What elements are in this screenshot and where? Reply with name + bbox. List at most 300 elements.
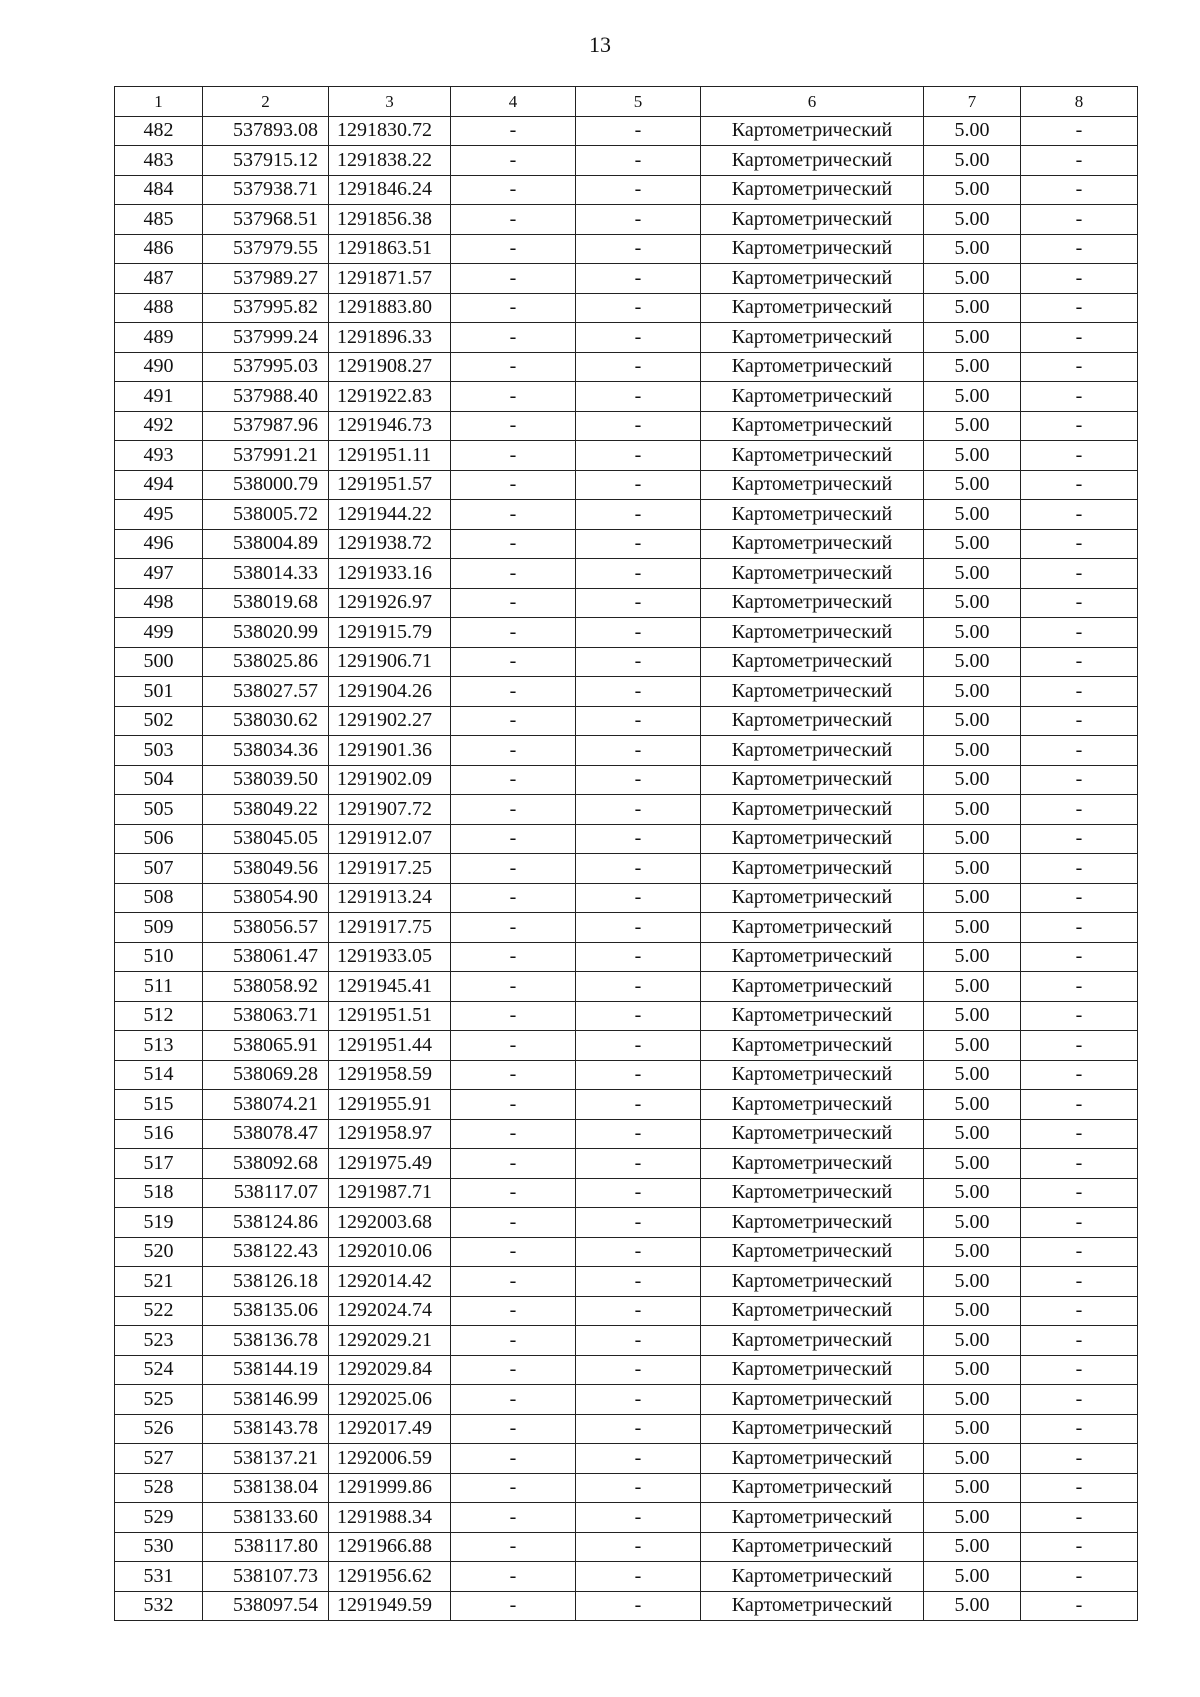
table-row xyxy=(115,1532,1138,1562)
cell-method: Картометрический xyxy=(701,1031,924,1061)
table-row xyxy=(115,1031,1138,1061)
cell-point-number: 483 xyxy=(115,146,203,176)
cell-method: Картометрический xyxy=(701,1591,924,1621)
cell-col-5-value: - xyxy=(576,205,701,235)
table-row xyxy=(115,1562,1138,1592)
cell-col-5-value: - xyxy=(576,382,701,412)
cell-point-number: 485 xyxy=(115,205,203,235)
cell-accuracy: 5.00 xyxy=(924,470,1021,500)
cell-point-number: 502 xyxy=(115,706,203,736)
table-row xyxy=(115,500,1138,530)
cell-y-coordinate: 1292006.59 xyxy=(329,1444,451,1474)
header-row xyxy=(115,87,1138,117)
cell-col-4-value: - xyxy=(451,1503,576,1533)
cell-col-8-value: - xyxy=(1021,1031,1138,1061)
cell-method: Картометрический xyxy=(701,1296,924,1326)
cell-col-8-value: - xyxy=(1021,1444,1138,1474)
cell-point-number: 531 xyxy=(115,1562,203,1592)
cell-col-8-value: - xyxy=(1021,411,1138,441)
cell-accuracy: 5.00 xyxy=(924,588,1021,618)
cell-method: Картометрический xyxy=(701,1178,924,1208)
cell-method: Картометрический xyxy=(701,293,924,323)
cell-point-number: 489 xyxy=(115,323,203,353)
cell-x-coordinate: 537989.27 xyxy=(203,264,329,294)
cell-col-8-value: - xyxy=(1021,1090,1138,1120)
cell-method: Картометрический xyxy=(701,706,924,736)
table-row xyxy=(115,1149,1138,1179)
cell-col-5-value: - xyxy=(576,972,701,1002)
table-row xyxy=(115,293,1138,323)
cell-point-number: 529 xyxy=(115,1503,203,1533)
cell-method: Картометрический xyxy=(701,116,924,146)
cell-accuracy: 5.00 xyxy=(924,1473,1021,1503)
cell-col-8-value: - xyxy=(1021,205,1138,235)
cell-col-4-value: - xyxy=(451,1444,576,1474)
cell-col-8-value: - xyxy=(1021,1119,1138,1149)
cell-method: Картометрический xyxy=(701,323,924,353)
cell-method: Картометрический xyxy=(701,883,924,913)
cell-x-coordinate: 538117.80 xyxy=(203,1532,329,1562)
cell-col-8-value: - xyxy=(1021,1149,1138,1179)
cell-x-coordinate: 538014.33 xyxy=(203,559,329,589)
cell-col-4-value: - xyxy=(451,1591,576,1621)
cell-x-coordinate: 537938.71 xyxy=(203,175,329,205)
cell-col-4-value: - xyxy=(451,942,576,972)
cell-accuracy: 5.00 xyxy=(924,824,1021,854)
cell-col-8-value: - xyxy=(1021,352,1138,382)
cell-y-coordinate: 1291987.71 xyxy=(329,1178,451,1208)
cell-x-coordinate: 538078.47 xyxy=(203,1119,329,1149)
cell-x-coordinate: 538005.72 xyxy=(203,500,329,530)
cell-point-number: 517 xyxy=(115,1149,203,1179)
cell-col-4-value: - xyxy=(451,647,576,677)
cell-col-5-value: - xyxy=(576,1060,701,1090)
cell-y-coordinate: 1291926.97 xyxy=(329,588,451,618)
cell-col-8-value: - xyxy=(1021,1414,1138,1444)
table-header xyxy=(115,87,1138,117)
cell-col-8-value: - xyxy=(1021,942,1138,972)
cell-point-number: 532 xyxy=(115,1591,203,1621)
table-row xyxy=(115,352,1138,382)
table-body xyxy=(115,116,1138,1621)
cell-method: Картометрический xyxy=(701,529,924,559)
cell-accuracy: 5.00 xyxy=(924,205,1021,235)
table-row xyxy=(115,677,1138,707)
cell-col-5-value: - xyxy=(576,1208,701,1238)
cell-point-number: 499 xyxy=(115,618,203,648)
cell-y-coordinate: 1291883.80 xyxy=(329,293,451,323)
cell-x-coordinate: 537987.96 xyxy=(203,411,329,441)
cell-x-coordinate: 538146.99 xyxy=(203,1385,329,1415)
cell-col-5-value: - xyxy=(576,1001,701,1031)
cell-accuracy: 5.00 xyxy=(924,411,1021,441)
cell-accuracy: 5.00 xyxy=(924,1532,1021,1562)
cell-col-5-value: - xyxy=(576,1119,701,1149)
cell-col-8-value: - xyxy=(1021,116,1138,146)
cell-point-number: 522 xyxy=(115,1296,203,1326)
cell-y-coordinate: 1292029.84 xyxy=(329,1355,451,1385)
table-row xyxy=(115,175,1138,205)
cell-col-8-value: - xyxy=(1021,441,1138,471)
coordinates-table xyxy=(114,86,1138,1621)
cell-accuracy: 5.00 xyxy=(924,559,1021,589)
cell-x-coordinate: 537995.82 xyxy=(203,293,329,323)
cell-col-5-value: - xyxy=(576,677,701,707)
cell-col-4-value: - xyxy=(451,382,576,412)
cell-col-5-value: - xyxy=(576,411,701,441)
table-row xyxy=(115,1591,1138,1621)
cell-col-8-value: - xyxy=(1021,1591,1138,1621)
cell-col-8-value: - xyxy=(1021,1060,1138,1090)
table-row xyxy=(115,1355,1138,1385)
table-row xyxy=(115,1473,1138,1503)
cell-method: Картометрический xyxy=(701,1267,924,1297)
cell-x-coordinate: 538135.06 xyxy=(203,1296,329,1326)
cell-col-5-value: - xyxy=(576,1149,701,1179)
cell-point-number: 507 xyxy=(115,854,203,884)
cell-col-5-value: - xyxy=(576,175,701,205)
cell-method: Картометрический xyxy=(701,411,924,441)
cell-col-8-value: - xyxy=(1021,1267,1138,1297)
cell-col-4-value: - xyxy=(451,293,576,323)
cell-method: Картометрический xyxy=(701,588,924,618)
cell-col-4-value: - xyxy=(451,323,576,353)
cell-x-coordinate: 538061.47 xyxy=(203,942,329,972)
table-row xyxy=(115,883,1138,913)
cell-col-5-value: - xyxy=(576,500,701,530)
cell-x-coordinate: 537915.12 xyxy=(203,146,329,176)
cell-method: Картометрический xyxy=(701,1532,924,1562)
cell-method: Картометрический xyxy=(701,1473,924,1503)
cell-y-coordinate: 1291906.71 xyxy=(329,647,451,677)
cell-col-4-value: - xyxy=(451,1149,576,1179)
cell-point-number: 482 xyxy=(115,116,203,146)
cell-point-number: 508 xyxy=(115,883,203,913)
cell-point-number: 498 xyxy=(115,588,203,618)
cell-col-5-value: - xyxy=(576,470,701,500)
table-row xyxy=(115,618,1138,648)
cell-method: Картометрический xyxy=(701,972,924,1002)
table-row xyxy=(115,1326,1138,1356)
cell-accuracy: 5.00 xyxy=(924,352,1021,382)
cell-x-coordinate: 538065.91 xyxy=(203,1031,329,1061)
cell-x-coordinate: 538004.89 xyxy=(203,529,329,559)
cell-col-4-value: - xyxy=(451,795,576,825)
cell-point-number: 511 xyxy=(115,972,203,1002)
cell-col-5-value: - xyxy=(576,264,701,294)
cell-x-coordinate: 537995.03 xyxy=(203,352,329,382)
column-header: 2 xyxy=(203,87,329,117)
cell-x-coordinate: 537979.55 xyxy=(203,234,329,264)
cell-method: Картометрический xyxy=(701,824,924,854)
cell-y-coordinate: 1291951.44 xyxy=(329,1031,451,1061)
cell-col-4-value: - xyxy=(451,116,576,146)
table-row xyxy=(115,588,1138,618)
cell-y-coordinate: 1291955.91 xyxy=(329,1090,451,1120)
cell-method: Картометрический xyxy=(701,854,924,884)
cell-y-coordinate: 1292003.68 xyxy=(329,1208,451,1238)
cell-point-number: 530 xyxy=(115,1532,203,1562)
cell-col-8-value: - xyxy=(1021,1001,1138,1031)
cell-accuracy: 5.00 xyxy=(924,1326,1021,1356)
table-row xyxy=(115,1296,1138,1326)
cell-col-8-value: - xyxy=(1021,913,1138,943)
cell-method: Картометрический xyxy=(701,264,924,294)
cell-y-coordinate: 1291956.62 xyxy=(329,1562,451,1592)
cell-point-number: 524 xyxy=(115,1355,203,1385)
cell-x-coordinate: 538049.56 xyxy=(203,854,329,884)
cell-method: Картометрический xyxy=(701,765,924,795)
cell-point-number: 510 xyxy=(115,942,203,972)
cell-col-5-value: - xyxy=(576,736,701,766)
cell-col-5-value: - xyxy=(576,146,701,176)
cell-point-number: 494 xyxy=(115,470,203,500)
cell-col-5-value: - xyxy=(576,1326,701,1356)
cell-col-4-value: - xyxy=(451,972,576,1002)
cell-x-coordinate: 538039.50 xyxy=(203,765,329,795)
cell-accuracy: 5.00 xyxy=(924,1237,1021,1267)
cell-accuracy: 5.00 xyxy=(924,1591,1021,1621)
cell-col-8-value: - xyxy=(1021,1562,1138,1592)
cell-x-coordinate: 538000.79 xyxy=(203,470,329,500)
cell-y-coordinate: 1292017.49 xyxy=(329,1414,451,1444)
cell-col-4-value: - xyxy=(451,264,576,294)
cell-x-coordinate: 538097.54 xyxy=(203,1591,329,1621)
cell-method: Картометрический xyxy=(701,913,924,943)
page-number: 13 xyxy=(589,32,611,57)
table-row xyxy=(115,382,1138,412)
cell-point-number: 487 xyxy=(115,264,203,294)
cell-col-8-value: - xyxy=(1021,1385,1138,1415)
cell-x-coordinate: 538027.57 xyxy=(203,677,329,707)
cell-col-5-value: - xyxy=(576,765,701,795)
cell-method: Картометрический xyxy=(701,1090,924,1120)
cell-col-5-value: - xyxy=(576,1296,701,1326)
cell-x-coordinate: 538136.78 xyxy=(203,1326,329,1356)
cell-x-coordinate: 538137.21 xyxy=(203,1444,329,1474)
cell-point-number: 518 xyxy=(115,1178,203,1208)
cell-col-4-value: - xyxy=(451,500,576,530)
cell-col-4-value: - xyxy=(451,706,576,736)
cell-method: Картометрический xyxy=(701,795,924,825)
cell-y-coordinate: 1292029.21 xyxy=(329,1326,451,1356)
cell-y-coordinate: 1291999.86 xyxy=(329,1473,451,1503)
table-row xyxy=(115,647,1138,677)
cell-point-number: 490 xyxy=(115,352,203,382)
cell-col-5-value: - xyxy=(576,1414,701,1444)
cell-col-5-value: - xyxy=(576,1178,701,1208)
column-header: 7 xyxy=(924,87,1021,117)
cell-method: Картометрический xyxy=(701,146,924,176)
cell-col-4-value: - xyxy=(451,234,576,264)
cell-accuracy: 5.00 xyxy=(924,1267,1021,1297)
cell-y-coordinate: 1291915.79 xyxy=(329,618,451,648)
cell-col-8-value: - xyxy=(1021,1237,1138,1267)
cell-point-number: 527 xyxy=(115,1444,203,1474)
table-row xyxy=(115,264,1138,294)
cell-accuracy: 5.00 xyxy=(924,1060,1021,1090)
cell-accuracy: 5.00 xyxy=(924,795,1021,825)
cell-method: Картометрический xyxy=(701,618,924,648)
cell-y-coordinate: 1291913.24 xyxy=(329,883,451,913)
column-header: 4 xyxy=(451,87,576,117)
cell-x-coordinate: 538122.43 xyxy=(203,1237,329,1267)
cell-col-5-value: - xyxy=(576,441,701,471)
cell-col-8-value: - xyxy=(1021,677,1138,707)
cell-x-coordinate: 538025.86 xyxy=(203,647,329,677)
cell-y-coordinate: 1291908.27 xyxy=(329,352,451,382)
cell-x-coordinate: 538030.62 xyxy=(203,706,329,736)
column-header: 1 xyxy=(115,87,203,117)
cell-col-8-value: - xyxy=(1021,234,1138,264)
table-row xyxy=(115,1119,1138,1149)
cell-point-number: 500 xyxy=(115,647,203,677)
table-row xyxy=(115,411,1138,441)
cell-col-4-value: - xyxy=(451,1001,576,1031)
cell-y-coordinate: 1291901.36 xyxy=(329,736,451,766)
cell-col-8-value: - xyxy=(1021,1503,1138,1533)
cell-col-5-value: - xyxy=(576,588,701,618)
cell-col-4-value: - xyxy=(451,677,576,707)
cell-col-4-value: - xyxy=(451,470,576,500)
cell-col-5-value: - xyxy=(576,1503,701,1533)
cell-col-8-value: - xyxy=(1021,559,1138,589)
cell-accuracy: 5.00 xyxy=(924,677,1021,707)
cell-col-5-value: - xyxy=(576,854,701,884)
cell-method: Картометрический xyxy=(701,352,924,382)
cell-col-4-value: - xyxy=(451,1119,576,1149)
cell-y-coordinate: 1291958.97 xyxy=(329,1119,451,1149)
table-row xyxy=(115,1090,1138,1120)
cell-col-5-value: - xyxy=(576,883,701,913)
cell-col-8-value: - xyxy=(1021,795,1138,825)
cell-col-5-value: - xyxy=(576,824,701,854)
cell-y-coordinate: 1291902.09 xyxy=(329,765,451,795)
cell-accuracy: 5.00 xyxy=(924,736,1021,766)
cell-accuracy: 5.00 xyxy=(924,500,1021,530)
table-row xyxy=(115,795,1138,825)
cell-method: Картометрический xyxy=(701,1562,924,1592)
cell-y-coordinate: 1291933.05 xyxy=(329,942,451,972)
cell-x-coordinate: 538069.28 xyxy=(203,1060,329,1090)
cell-y-coordinate: 1292025.06 xyxy=(329,1385,451,1415)
cell-point-number: 497 xyxy=(115,559,203,589)
cell-y-coordinate: 1291944.22 xyxy=(329,500,451,530)
cell-accuracy: 5.00 xyxy=(924,1208,1021,1238)
table-row xyxy=(115,942,1138,972)
cell-x-coordinate: 538133.60 xyxy=(203,1503,329,1533)
cell-x-coordinate: 538126.18 xyxy=(203,1267,329,1297)
cell-col-8-value: - xyxy=(1021,765,1138,795)
cell-col-8-value: - xyxy=(1021,706,1138,736)
cell-point-number: 496 xyxy=(115,529,203,559)
cell-col-5-value: - xyxy=(576,1031,701,1061)
cell-accuracy: 5.00 xyxy=(924,913,1021,943)
cell-accuracy: 5.00 xyxy=(924,883,1021,913)
cell-x-coordinate: 538045.05 xyxy=(203,824,329,854)
cell-col-4-value: - xyxy=(451,765,576,795)
cell-point-number: 523 xyxy=(115,1326,203,1356)
cell-col-5-value: - xyxy=(576,234,701,264)
cell-accuracy: 5.00 xyxy=(924,1562,1021,1592)
cell-accuracy: 5.00 xyxy=(924,1090,1021,1120)
cell-col-8-value: - xyxy=(1021,175,1138,205)
cell-y-coordinate: 1291945.41 xyxy=(329,972,451,1002)
cell-y-coordinate: 1291951.57 xyxy=(329,470,451,500)
cell-method: Картометрический xyxy=(701,1208,924,1238)
cell-accuracy: 5.00 xyxy=(924,972,1021,1002)
cell-y-coordinate: 1292014.42 xyxy=(329,1267,451,1297)
cell-method: Картометрический xyxy=(701,1355,924,1385)
cell-accuracy: 5.00 xyxy=(924,706,1021,736)
cell-col-4-value: - xyxy=(451,1060,576,1090)
cell-col-5-value: - xyxy=(576,1385,701,1415)
cell-y-coordinate: 1291951.51 xyxy=(329,1001,451,1031)
table-row xyxy=(115,1208,1138,1238)
cell-method: Картометрический xyxy=(701,1119,924,1149)
cell-col-5-value: - xyxy=(576,352,701,382)
cell-col-4-value: - xyxy=(451,441,576,471)
cell-col-4-value: - xyxy=(451,1296,576,1326)
cell-y-coordinate: 1291917.75 xyxy=(329,913,451,943)
cell-method: Картометрический xyxy=(701,1444,924,1474)
cell-col-4-value: - xyxy=(451,883,576,913)
cell-col-4-value: - xyxy=(451,1414,576,1444)
cell-point-number: 486 xyxy=(115,234,203,264)
table-row xyxy=(115,146,1138,176)
cell-point-number: 503 xyxy=(115,736,203,766)
cell-col-8-value: - xyxy=(1021,854,1138,884)
cell-method: Картометрический xyxy=(701,1326,924,1356)
cell-col-4-value: - xyxy=(451,1326,576,1356)
cell-col-8-value: - xyxy=(1021,264,1138,294)
cell-y-coordinate: 1291917.25 xyxy=(329,854,451,884)
cell-method: Картометрический xyxy=(701,1060,924,1090)
cell-point-number: 525 xyxy=(115,1385,203,1415)
cell-y-coordinate: 1291933.16 xyxy=(329,559,451,589)
cell-method: Картометрический xyxy=(701,441,924,471)
cell-x-coordinate: 537991.21 xyxy=(203,441,329,471)
cell-col-5-value: - xyxy=(576,1267,701,1297)
table-row xyxy=(115,1444,1138,1474)
cell-y-coordinate: 1291846.24 xyxy=(329,175,451,205)
cell-method: Картометрический xyxy=(701,1149,924,1179)
table-row xyxy=(115,1060,1138,1090)
cell-accuracy: 5.00 xyxy=(924,618,1021,648)
table-row xyxy=(115,736,1138,766)
cell-method: Картометрический xyxy=(701,382,924,412)
cell-method: Картометрический xyxy=(701,1237,924,1267)
cell-col-4-value: - xyxy=(451,1473,576,1503)
cell-x-coordinate: 538063.71 xyxy=(203,1001,329,1031)
cell-method: Картометрический xyxy=(701,677,924,707)
cell-accuracy: 5.00 xyxy=(924,234,1021,264)
cell-method: Картометрический xyxy=(701,1414,924,1444)
cell-col-8-value: - xyxy=(1021,293,1138,323)
cell-x-coordinate: 537999.24 xyxy=(203,323,329,353)
cell-accuracy: 5.00 xyxy=(924,1444,1021,1474)
cell-x-coordinate: 538058.92 xyxy=(203,972,329,1002)
cell-method: Картометрический xyxy=(701,205,924,235)
cell-col-5-value: - xyxy=(576,1562,701,1592)
table-row xyxy=(115,441,1138,471)
cell-method: Картометрический xyxy=(701,234,924,264)
table-row xyxy=(115,1385,1138,1415)
cell-col-5-value: - xyxy=(576,116,701,146)
cell-col-5-value: - xyxy=(576,1591,701,1621)
cell-point-number: 528 xyxy=(115,1473,203,1503)
table-row xyxy=(115,1001,1138,1031)
